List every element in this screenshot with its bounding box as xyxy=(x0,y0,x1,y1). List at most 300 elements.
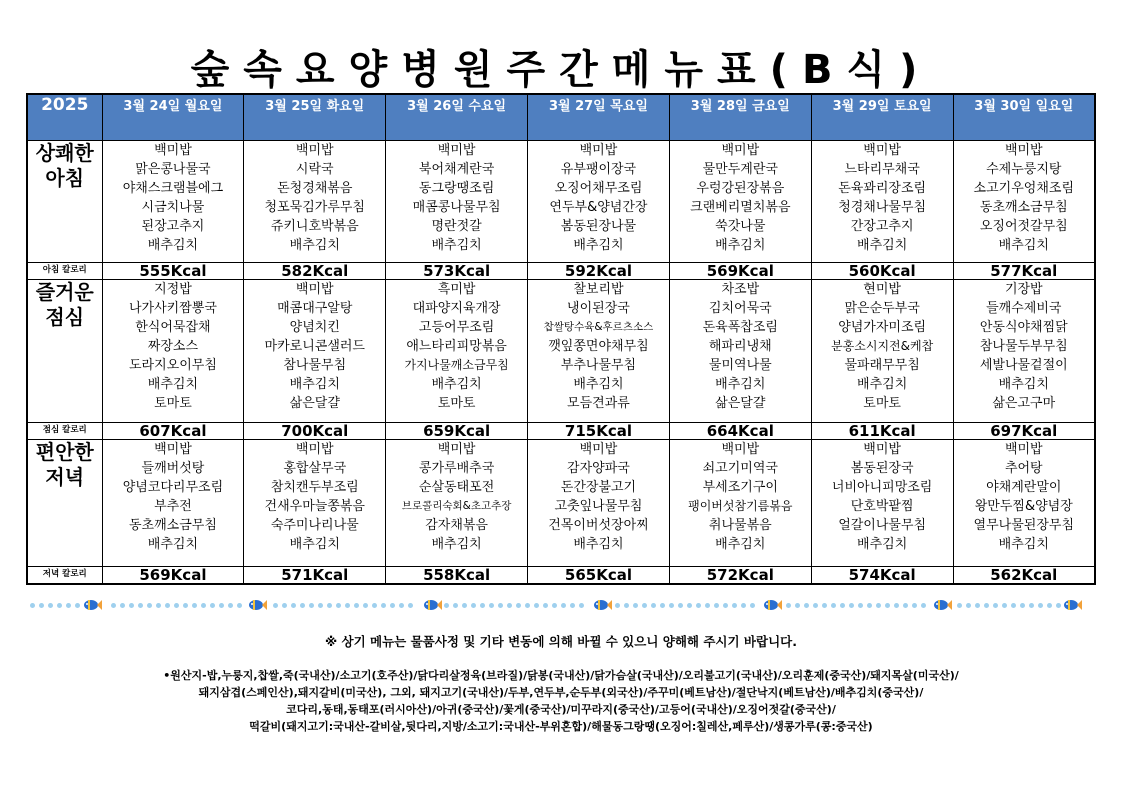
menu-item: 배추김치 xyxy=(857,537,908,552)
menu-item: 토마토 xyxy=(437,396,476,411)
dinner-row xyxy=(27,440,1095,567)
menu-item: 나가사키짬뽕국 xyxy=(128,301,217,316)
origin-line: 코다리,동태,동태포(러시아산)/아귀(중국산)/꽃게(중국산)/미꾸라지(중국산)/고등어(국내산)/오징어젓갈(중국산)/ xyxy=(286,703,836,716)
menu-item: 부추나물무침 xyxy=(560,358,637,373)
menu-item: 배추김치 xyxy=(998,377,1049,392)
menu-item: 배추김치 xyxy=(431,377,482,392)
calorie-value: 659Kcal xyxy=(386,423,528,440)
meal-label-line: 점심 xyxy=(45,305,85,329)
menu-item: 양념가자미조림 xyxy=(838,320,927,335)
menu-cell xyxy=(244,280,386,423)
menu-item: 안동식야채찜닭 xyxy=(979,320,1068,335)
menu-cell xyxy=(102,280,244,423)
calorie-value: 607Kcal xyxy=(102,423,244,440)
menu-item: 백미밥 xyxy=(863,442,901,457)
menu-item: 얼갈이나물무침 xyxy=(838,518,927,533)
border-dot xyxy=(1056,603,1061,608)
header-row xyxy=(27,94,1095,141)
border-dot xyxy=(408,603,413,608)
dinner-calorie-row xyxy=(27,567,1095,585)
day-header: 3월 30일 일요일 xyxy=(953,94,1095,141)
fish-icon xyxy=(762,598,782,615)
notice-text: ※ 상기 메뉴는 물품사정 및 기타 변동에 의해 바뀔 수 있으니 양해해 주시기 바랍니다. xyxy=(325,634,797,649)
border-dot xyxy=(120,603,125,608)
menu-item: 우렁강된장볶음 xyxy=(696,181,785,196)
menu-item: 팽이버섯참기름볶음 xyxy=(688,499,793,513)
calorie-value: 715Kcal xyxy=(528,423,670,440)
menu-item: 야채스크램블에그 xyxy=(122,181,224,196)
calorie-value: 697Kcal xyxy=(953,423,1095,440)
menu-item: 배추김치 xyxy=(573,238,624,253)
menu-item: 배추김치 xyxy=(998,537,1049,552)
menu-item: 토마토 xyxy=(863,396,901,411)
calorie-value: 569Kcal xyxy=(669,263,811,280)
menu-item: 단호박팥찜 xyxy=(850,499,914,514)
menu-item: 백미밥 xyxy=(295,143,334,158)
calorie-value: 572Kcal xyxy=(669,567,811,585)
menu-item: 수제누룽지탕 xyxy=(986,162,1062,177)
menu-item: 매콤콩나물무침 xyxy=(412,200,501,215)
border-dot xyxy=(75,603,80,608)
menu-cell xyxy=(244,440,386,567)
menu-item: 해파리냉채 xyxy=(708,339,772,354)
border-dot xyxy=(849,603,854,608)
menu-item: 한식어묵잡채 xyxy=(135,320,211,335)
border-dot xyxy=(894,603,899,608)
border-dot xyxy=(984,603,989,608)
meal-label-line: 저녁 xyxy=(45,465,85,489)
border-dot xyxy=(660,603,665,608)
menu-item: 시금치나물 xyxy=(141,200,205,215)
border-dot xyxy=(813,603,818,608)
menu-item: 숙주미나리나물 xyxy=(270,518,359,533)
menu-cell xyxy=(953,141,1095,263)
menu-item: 백미밥 xyxy=(295,442,334,457)
menu-item: 들깨수제비국 xyxy=(986,301,1062,316)
border-dot xyxy=(165,603,170,608)
meal-label-line: 상쾌한 xyxy=(35,141,94,165)
border-dot xyxy=(642,603,647,608)
calorie-value: 560Kcal xyxy=(811,263,953,280)
origin-line: 돼지삼겹(스페인산),돼지갈비(미국산), 그외, 돼지고기(국내산)/두부,연두부,순두부(외국산)/주꾸미(베트남산)/절단낙지(베트남산)/배추김치(중국산)/ xyxy=(198,686,924,699)
border-dot xyxy=(48,603,53,608)
border-dot xyxy=(345,603,350,608)
menu-item: 돈간장불고기 xyxy=(560,480,637,495)
border-dot xyxy=(507,603,512,608)
border-dot xyxy=(615,603,620,608)
menu-cell xyxy=(669,440,811,567)
border-dot xyxy=(732,603,737,608)
border-dot xyxy=(750,603,755,608)
menu-item: 흑미밥 xyxy=(437,282,476,297)
menu-item: 삶은달걀 xyxy=(715,396,766,411)
fish-icon xyxy=(247,598,267,615)
menu-item: 들깨버섯탕 xyxy=(141,461,205,476)
menu-item: 돈육꽈리장조림 xyxy=(838,181,927,196)
menu-item: 배추김치 xyxy=(431,537,482,552)
menu-cell xyxy=(386,440,528,567)
menu-cell xyxy=(244,141,386,263)
menu-item: 배추김치 xyxy=(289,377,340,392)
menu-item: 세발나물겉절이 xyxy=(979,358,1068,373)
border-dot xyxy=(840,603,845,608)
dinner-label xyxy=(27,440,102,567)
menu-item: 배추김치 xyxy=(857,238,908,253)
origin-line: 떡갈비(돼지고기:국내산-갈비살,뒷다리,지방/소고기:국내산-부위혼합)/해물동그랑땡(오징어:칠레산,페루산)/생콩가루(콩:중국산) xyxy=(249,720,873,733)
menu-item: 배추김치 xyxy=(715,238,766,253)
menu-item: 참나물두부무침 xyxy=(979,339,1068,354)
border-dot xyxy=(471,603,476,608)
border-dot xyxy=(723,603,728,608)
calorie-value: 664Kcal xyxy=(669,423,811,440)
day-header: 3월 29일 토요일 xyxy=(811,94,953,141)
calorie-value: 569Kcal xyxy=(102,567,244,585)
border-dot xyxy=(1029,603,1034,608)
border-dot xyxy=(633,603,638,608)
border-dot xyxy=(552,603,557,608)
border-dot xyxy=(831,603,836,608)
day-header: 3월 24일 월요일 xyxy=(102,94,244,141)
menu-item: 오징어채무조림 xyxy=(554,181,643,196)
menu-item: 기장밥 xyxy=(1004,282,1043,297)
border-dot xyxy=(741,603,746,608)
menu-item: 고춧잎나물무침 xyxy=(554,499,643,514)
menu-item: 감자양파국 xyxy=(567,461,630,476)
menu-item: 삶은달걀 xyxy=(289,396,340,411)
border-dot xyxy=(111,603,116,608)
menu-cell xyxy=(102,440,244,567)
menu-cell xyxy=(811,440,953,567)
border-dot xyxy=(453,603,458,608)
calorie-value: 574Kcal xyxy=(811,567,953,585)
menu-item: 맑은순두부국 xyxy=(844,301,920,316)
border-dot xyxy=(579,603,584,608)
meal-label-line: 즐거운 xyxy=(35,280,94,304)
border-dot xyxy=(498,603,503,608)
menu-item: 백미밥 xyxy=(154,442,192,457)
menu-item: 모듬견과류 xyxy=(567,396,630,411)
menu-item: 왕만두찜&양념장 xyxy=(974,499,1073,514)
border-dot xyxy=(66,603,71,608)
menu-item: 느타리무채국 xyxy=(844,162,920,177)
border-dot xyxy=(237,603,242,608)
border-dot xyxy=(273,603,278,608)
menu-item: 배추김치 xyxy=(431,238,482,253)
border-dot xyxy=(786,603,791,608)
border-dot xyxy=(1020,603,1025,608)
border-dot xyxy=(669,603,674,608)
border-dot xyxy=(624,603,629,608)
menu-item: 배추김치 xyxy=(289,537,340,552)
menu-item: 크랜베리멸치볶음 xyxy=(690,200,791,215)
menu-item: 찹쌀탕수육&후르츠소스 xyxy=(543,321,654,333)
menu-cell xyxy=(386,141,528,263)
menu-item: 짜장소스 xyxy=(147,339,199,354)
border-dot xyxy=(372,603,377,608)
menu-item: 백미밥 xyxy=(437,143,476,158)
border-dot xyxy=(462,603,467,608)
menu-item: 도라지오이무침 xyxy=(128,358,217,373)
menu-item: 백미밥 xyxy=(1004,143,1043,158)
day-header: 3월 25일 화요일 xyxy=(244,94,386,141)
calorie-label: 점심 칼로리 xyxy=(27,423,102,440)
menu-item: 토마토 xyxy=(154,396,192,411)
border-dot xyxy=(363,603,368,608)
fish-icon xyxy=(82,598,102,615)
page-title: 숲속요양병원주간메뉴표(B식) xyxy=(190,47,932,93)
menu-item: 돈육폭찹조림 xyxy=(702,320,778,335)
border-dot xyxy=(390,603,395,608)
menu-cell xyxy=(528,141,670,263)
border-dot xyxy=(228,603,233,608)
menu-cell xyxy=(953,280,1095,423)
border-dot xyxy=(444,603,449,608)
menu-item: 배추김치 xyxy=(715,377,766,392)
menu-item: 쇠고기미역국 xyxy=(702,461,778,476)
menu-item: 참치캔두부조림 xyxy=(270,480,359,495)
border-dot xyxy=(30,603,35,608)
menu-item: 백미밥 xyxy=(295,282,334,297)
menu-item: 취나물볶음 xyxy=(708,518,772,533)
fish-icon xyxy=(932,598,952,615)
day-header: 3월 28일 금요일 xyxy=(669,94,811,141)
menu-item: 배추김치 xyxy=(147,238,199,253)
border-dot xyxy=(651,603,656,608)
menu-cell xyxy=(102,141,244,263)
menu-item: 배추김치 xyxy=(573,537,624,552)
menu-item: 깻잎쫑면야채무침 xyxy=(548,339,649,354)
border-dot xyxy=(966,603,971,608)
border-dot xyxy=(291,603,296,608)
lunch-label xyxy=(27,280,102,423)
fish-icon xyxy=(422,598,442,615)
menu-item: 청경채나물무침 xyxy=(838,200,927,215)
border-dot xyxy=(129,603,134,608)
border-dot xyxy=(183,603,188,608)
menu-item: 지정밥 xyxy=(154,282,192,297)
border-dot xyxy=(399,603,404,608)
menu-item: 백미밥 xyxy=(437,442,476,457)
menu-item: 애느타리피망볶음 xyxy=(406,339,507,354)
fish-icon xyxy=(592,598,612,615)
border-dot xyxy=(678,603,683,608)
border-dot xyxy=(219,603,224,608)
menu-item: 양념치킨 xyxy=(289,320,340,335)
menu-item: 양념코다리무조림 xyxy=(122,480,224,495)
menu-item: 물만두계란국 xyxy=(702,162,778,177)
menu-item: 배추김치 xyxy=(147,377,199,392)
menu-item: 동초깨소금무침 xyxy=(979,200,1068,215)
border-dot xyxy=(57,603,62,608)
border-dot xyxy=(705,603,710,608)
border-dot xyxy=(327,603,332,608)
menu-cell xyxy=(811,141,953,263)
breakfast-calorie-row xyxy=(27,263,1095,280)
menu-item: 고등어무조림 xyxy=(418,320,495,335)
menu-item: 백미밥 xyxy=(1004,442,1043,457)
calorie-value: 582Kcal xyxy=(244,263,386,280)
border-dot xyxy=(804,603,809,608)
weekly-menu-table xyxy=(26,93,1096,585)
calorie-value: 571Kcal xyxy=(244,567,386,585)
menu-item: 맑은콩나물국 xyxy=(135,162,211,177)
border-dot xyxy=(822,603,827,608)
calorie-value: 555Kcal xyxy=(102,263,244,280)
menu-item: 배추김치 xyxy=(573,377,624,392)
menu-item: 백미밥 xyxy=(721,442,760,457)
menu-item: 추어탕 xyxy=(1004,461,1043,476)
border-dot xyxy=(1047,603,1052,608)
border-dot xyxy=(921,603,926,608)
border-dot xyxy=(903,603,908,608)
border-dot xyxy=(318,603,323,608)
calorie-label: 저녁 칼로리 xyxy=(27,567,102,585)
meal-label-line: 아침 xyxy=(45,166,85,190)
menu-item: 백미밥 xyxy=(154,143,192,158)
breakfast-label xyxy=(27,141,102,263)
menu-cell xyxy=(669,280,811,423)
border-dot xyxy=(309,603,314,608)
menu-item: 매콤대구알탕 xyxy=(277,301,353,316)
menu-item: 찰보리밥 xyxy=(573,282,624,297)
border-dot xyxy=(381,603,386,608)
menu-cell xyxy=(386,280,528,423)
menu-item: 건목이버섯장아찌 xyxy=(548,518,649,533)
menu-item: 백미밥 xyxy=(863,143,901,158)
menu-cell xyxy=(528,280,670,423)
menu-item: 배추김치 xyxy=(289,238,340,253)
menu-item: 돈청경채볶음 xyxy=(277,181,353,196)
menu-item: 간장고추지 xyxy=(850,219,914,234)
menu-item: 백미밥 xyxy=(721,143,760,158)
border-dot xyxy=(336,603,341,608)
menu-item: 소고기우엉채조림 xyxy=(973,181,1075,196)
menu-item: 명란젓갈 xyxy=(431,219,482,234)
border-dot xyxy=(300,603,305,608)
calorie-value: 577Kcal xyxy=(953,263,1095,280)
border-dot xyxy=(957,603,962,608)
menu-item: 된장고추지 xyxy=(141,219,205,234)
meal-label-line: 편안한 xyxy=(35,440,94,464)
calorie-value: 700Kcal xyxy=(244,423,386,440)
menu-cell xyxy=(811,280,953,423)
menu-cell xyxy=(669,141,811,263)
border-dot xyxy=(975,603,980,608)
lunch-row xyxy=(27,280,1095,423)
menu-item: 백미밥 xyxy=(579,442,618,457)
menu-item: 차조밥 xyxy=(721,282,760,297)
border-dot xyxy=(192,603,197,608)
menu-item: 가지나물깨소금무침 xyxy=(404,358,509,372)
menu-item: 브로콜리숙회&초고추장 xyxy=(401,500,512,512)
menu-item: 분홍소시지전&케찹 xyxy=(831,339,934,353)
menu-item: 백미밥 xyxy=(579,143,618,158)
calorie-label: 아침 칼로리 xyxy=(27,263,102,280)
border-dot xyxy=(516,603,521,608)
menu-item: 오징어젓갈무침 xyxy=(979,219,1068,234)
menu-item: 건새우마늘쫑볶음 xyxy=(264,499,365,514)
year-header: 2025 xyxy=(27,94,102,141)
border-dot xyxy=(534,603,539,608)
menu-cell xyxy=(528,440,670,567)
menu-item: 배추김치 xyxy=(857,377,908,392)
border-dot xyxy=(201,603,206,608)
calorie-value: 562Kcal xyxy=(953,567,1095,585)
decorative-border xyxy=(30,598,1095,614)
day-header: 3월 27일 목요일 xyxy=(528,94,670,141)
menu-item: 배추김치 xyxy=(998,238,1049,253)
menu-item: 쑥갓나물 xyxy=(715,219,766,234)
border-dot xyxy=(714,603,719,608)
border-dot xyxy=(282,603,287,608)
menu-item: 냉이된장국 xyxy=(567,301,630,316)
border-dot xyxy=(867,603,872,608)
border-dot xyxy=(561,603,566,608)
menu-item: 동그랑땡조림 xyxy=(418,181,495,196)
border-dot xyxy=(174,603,179,608)
border-dot xyxy=(210,603,215,608)
menu-item: 쥬키니호박볶음 xyxy=(270,219,359,234)
origin-line: •원산지-밥,누룽지,찹쌀,죽(국내산)/소고기(호주산)/닭다리살정육(브라질)/닭봉(국내산)/닭가슴살(국내산)/오리불고기(국내산)/오리훈제(중국산)/돼지목살(미국산)/ xyxy=(163,669,959,682)
menu-item: 삶은고구마 xyxy=(992,396,1056,411)
border-dot xyxy=(687,603,692,608)
calorie-value: 565Kcal xyxy=(528,567,670,585)
menu-item: 배추김치 xyxy=(715,537,766,552)
menu-item: 연두부&양념간장 xyxy=(549,200,648,215)
border-dot xyxy=(570,603,575,608)
border-dot xyxy=(525,603,530,608)
menu-item: 북어채계란국 xyxy=(418,162,495,177)
border-dot xyxy=(489,603,494,608)
border-dot xyxy=(480,603,485,608)
breakfast-row xyxy=(27,141,1095,263)
menu-item: 열무나물된장무침 xyxy=(973,518,1075,533)
menu-item: 마카로니콘샐러드 xyxy=(264,339,365,354)
calorie-value: 592Kcal xyxy=(528,263,670,280)
border-dot xyxy=(156,603,161,608)
border-dot xyxy=(138,603,143,608)
border-dot xyxy=(1011,603,1016,608)
calorie-value: 611Kcal xyxy=(811,423,953,440)
menu-item: 물미역나물 xyxy=(708,358,772,373)
menu-item: 동초깨소금무침 xyxy=(128,518,217,533)
menu-item: 현미밥 xyxy=(863,282,901,297)
border-dot xyxy=(1002,603,1007,608)
menu-item: 야채계란말이 xyxy=(986,480,1062,495)
menu-item: 너비아니피망조림 xyxy=(831,480,933,495)
border-dot xyxy=(885,603,890,608)
border-dot xyxy=(354,603,359,608)
menu-cell xyxy=(953,440,1095,567)
origin-info xyxy=(40,667,1082,735)
menu-item: 봄동된장국 xyxy=(850,461,914,476)
menu-item: 봄동된장나물 xyxy=(560,219,637,234)
border-dot xyxy=(696,603,701,608)
border-dot xyxy=(993,603,998,608)
menu-item: 대파양지육개장 xyxy=(412,301,501,316)
day-header: 3월 26일 수요일 xyxy=(386,94,528,141)
border-dot xyxy=(912,603,917,608)
menu-item: 시락국 xyxy=(295,162,334,177)
menu-item: 감자채볶음 xyxy=(425,518,488,533)
menu-item: 부추전 xyxy=(154,499,192,514)
menu-item: 배추김치 xyxy=(147,537,199,552)
calorie-value: 558Kcal xyxy=(386,567,528,585)
menu-item: 참나물무침 xyxy=(283,358,347,373)
menu-item: 물파래무무침 xyxy=(844,358,920,373)
lunch-calorie-row xyxy=(27,423,1095,440)
menu-item: 순살동태포전 xyxy=(418,480,495,495)
